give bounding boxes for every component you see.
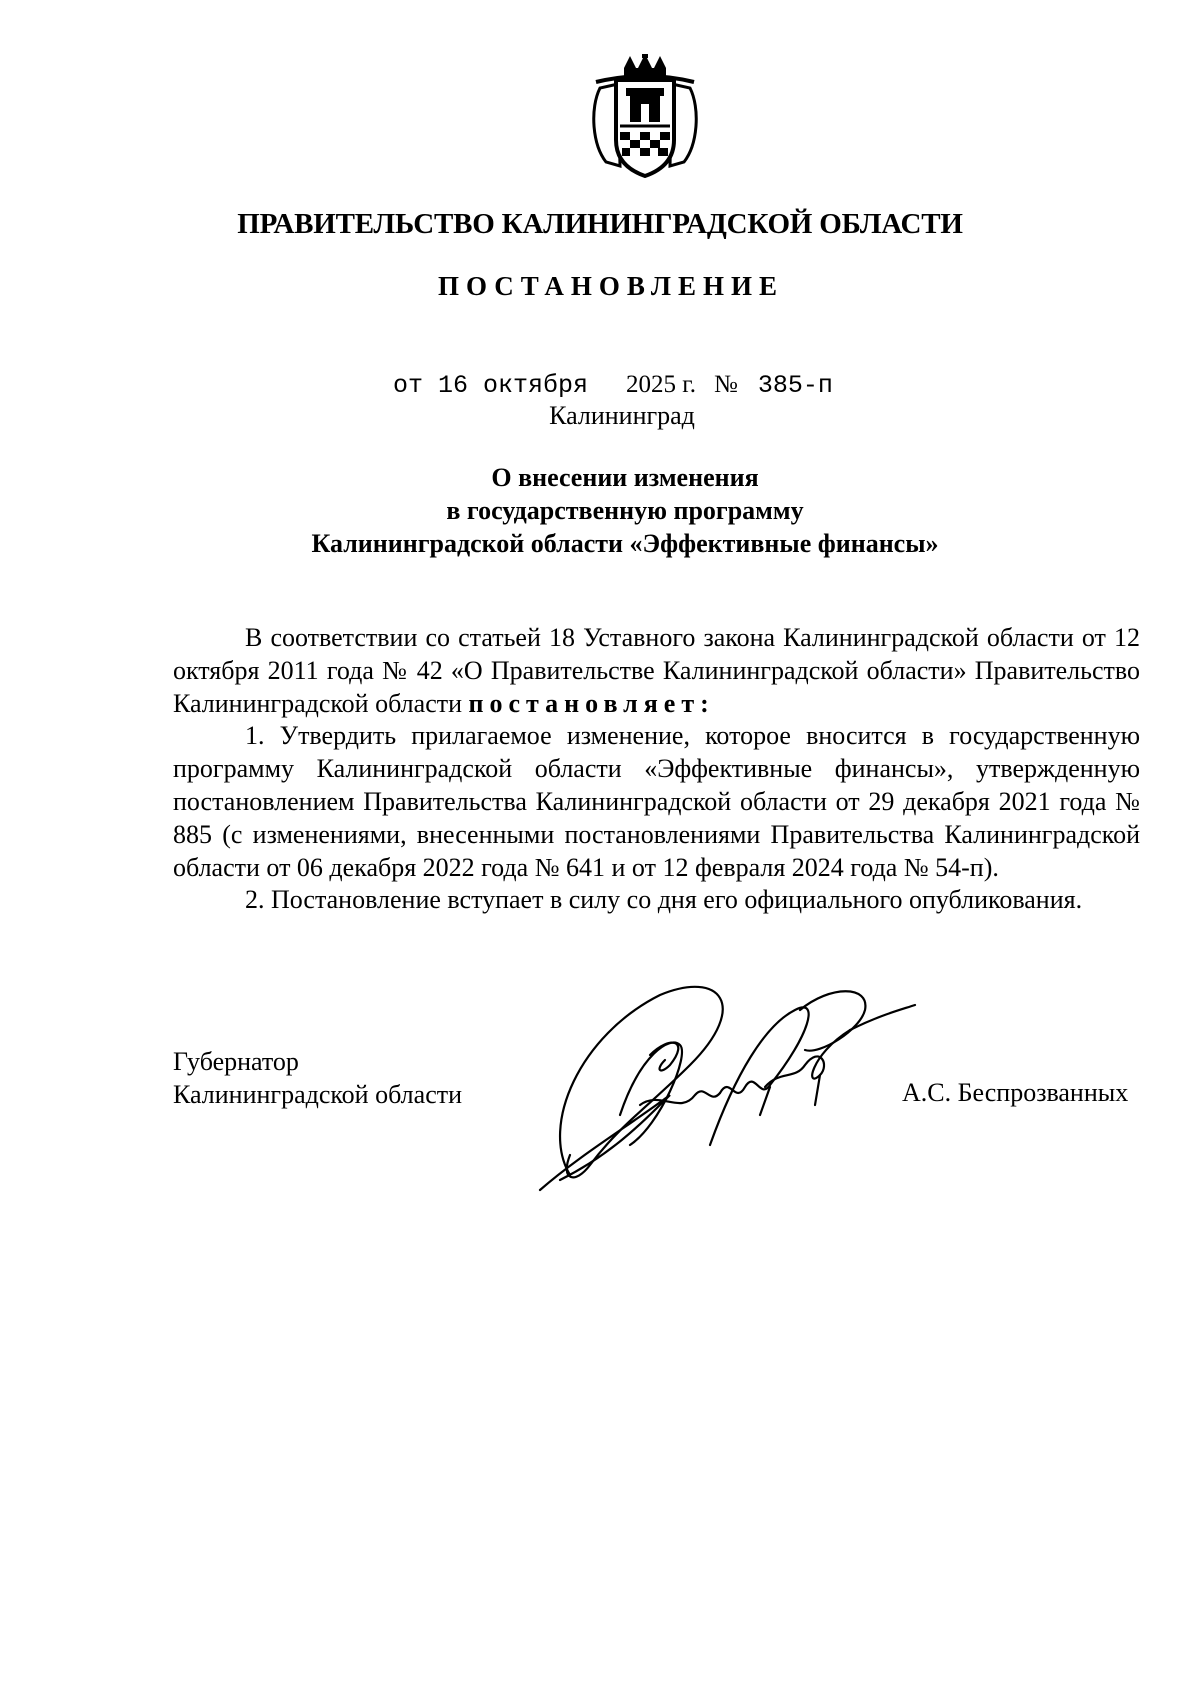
preamble-paragraph — [173, 622, 1140, 720]
number-sign: № — [713, 371, 738, 398]
subject-line: Калининградской области «Эффективные финансы» — [311, 529, 939, 558]
document-type-heading: ПОСТАНОВЛЕНИЕ — [437, 271, 785, 301]
decree-word: постановляет: — [468, 688, 715, 718]
subject-line: в государственную программу — [446, 496, 804, 525]
position-region: Калининградской области — [173, 1080, 463, 1109]
signatory-position — [173, 1045, 462, 1111]
preamble-text: В соответствии со статьей 18 Уставного закона Калининградской области от 12 октября 2011 года № 42 «О Правительстве Калининградской области» Правительство Калининградской области — [173, 623, 1140, 718]
signer-name: А.С. Беспрозванных — [902, 1078, 1129, 1107]
decree-number: 385-п — [757, 371, 833, 400]
decree-subject — [0, 461, 1200, 560]
position-title: Губернатор — [173, 1047, 299, 1076]
issue-city: Калининград — [549, 401, 695, 430]
coat-of-arms-icon — [586, 54, 704, 178]
handwritten-signature — [520, 975, 940, 1205]
subject-line: О внесении изменения — [491, 463, 759, 492]
item-1-paragraph: 1. Утвердить прилагаемое изменение, которое вносится в государственную программу Калининградской области «Эффективные финансы», утвержденную постановлением Правительства Калининградской области от 29 декабря 2021 года № 885 (с изменениями, внесенными постановлениями Правительства Калининградской области от 06 декабря 2022 года № 641 и от 12 февраля 2024 года № 54-п). — [173, 721, 1140, 882]
government-title: ПРАВИТЕЛЬСТВО КАЛИНИНГРАДСКОЙ ОБЛАСТИ — [237, 208, 963, 240]
issue-date: от 16 октября — [393, 371, 589, 400]
issue-year: 2025 г. — [626, 371, 696, 398]
issue-date-line — [393, 371, 833, 400]
decree-body — [173, 622, 1140, 917]
item-2-paragraph: 2. Постановление вступает в силу со дня его официального опубликования. — [245, 885, 1083, 915]
